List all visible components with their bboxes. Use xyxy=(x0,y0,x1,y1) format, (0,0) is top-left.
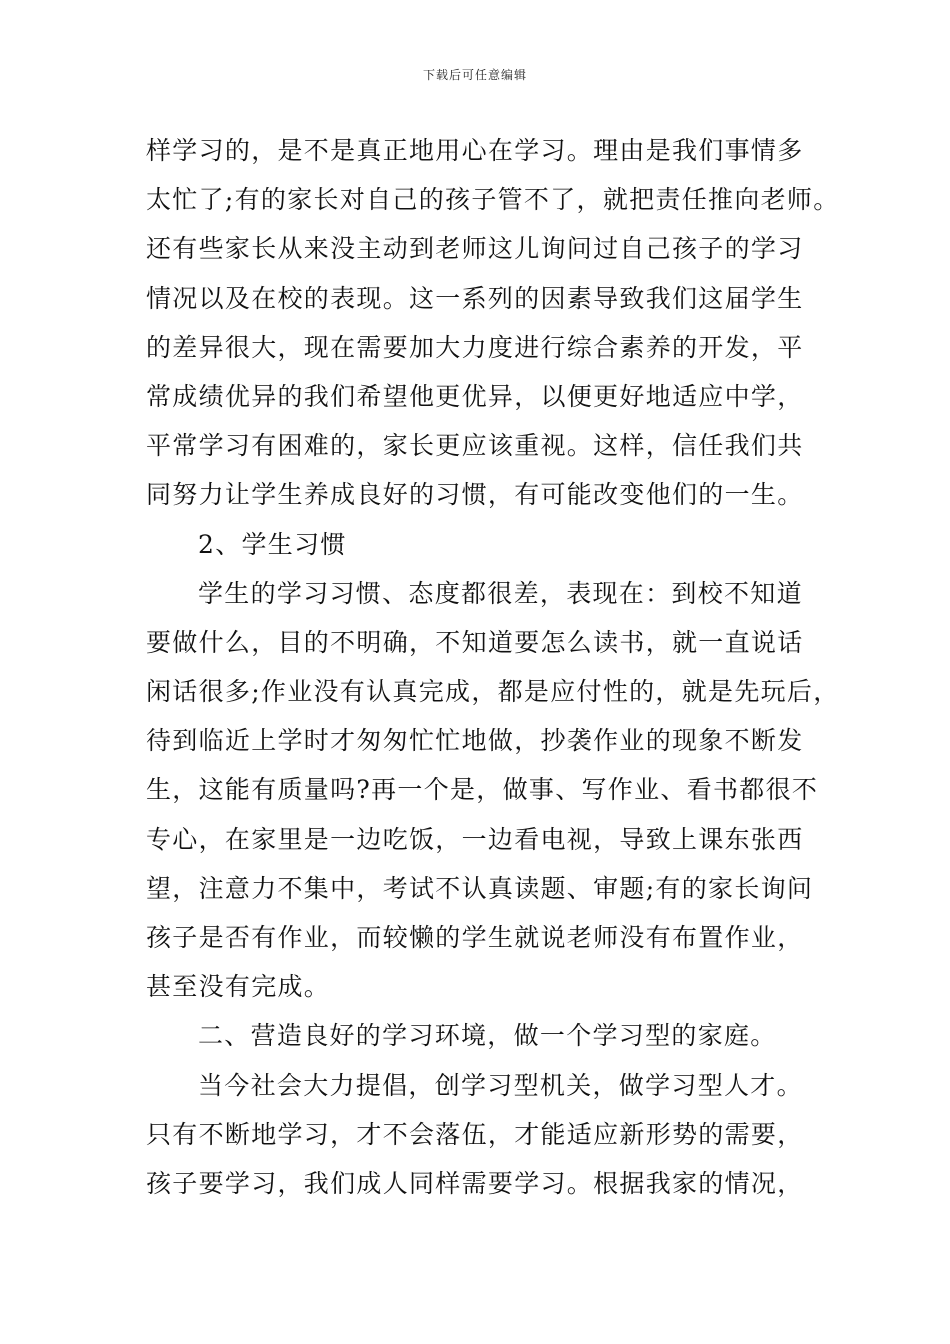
text-line: 平常学习有困难的，家长更应该重视。这样，信任我们共 xyxy=(146,431,804,461)
text-line: 望，注意力不集中，考试不认真读题、审题;有的家长询问 xyxy=(146,873,814,903)
text-line: 待到临近上学时才匆匆忙忙地做，抄袭作业的现象不断发 xyxy=(146,726,804,756)
text-line: 只有不断地学习，才不会落伍，才能适应新形势的需要， xyxy=(146,1119,804,1149)
text-line: 常成绩优异的我们希望他更优异，以便更好地适应中学， xyxy=(146,381,804,411)
text-line: 学生的学习习惯、态度都很差，表现在：到校不知道 xyxy=(198,578,803,608)
text-line: 专心，在家里是一边吃饭，一边看电视，导致上课东张西 xyxy=(146,824,804,854)
page-header-note: 下载后可任意编辑 xyxy=(422,68,527,82)
text-line: 当今社会大力提倡，创学习型机关，做学习型人才。 xyxy=(198,1070,803,1100)
text-line: 2、学生习惯 xyxy=(198,529,347,559)
text-line: 要做什么，目的不明确，不知道要怎么读书，就一直说话 xyxy=(146,627,804,657)
text-line: 的差异很大，现在需要加大力度进行综合素养的开发，平 xyxy=(146,332,804,362)
text-line: 还有些家长从来没主动到老师这儿询问过自己孩子的学习 xyxy=(146,234,804,264)
text-line: 孩子是否有作业，而较懒的学生就说老师没有布置作业， xyxy=(146,923,804,952)
text-line: 孩子要学习，我们成人同样需要学习。根据我家的情况， xyxy=(146,1168,804,1198)
text-line: 样学习的，是不是真正地用心在学习。理由是我们事情多 xyxy=(146,136,804,165)
document-body xyxy=(146,126,840,1208)
text-line: 二、营造良好的学习环境，做一个学习型的家庭。 xyxy=(198,1021,777,1051)
text-line: 闲话很多;作业没有认真完成，都是应付性的，就是先玩后， xyxy=(146,677,840,707)
text-line: 情况以及在校的表现。这一系列的因素导致我们这届学生 xyxy=(146,283,804,313)
text-line: 生，这能有质量吗?再一个是，做事、写作业、看书都很不 xyxy=(146,775,819,805)
text-line: 甚至没有完成。 xyxy=(146,972,331,1002)
text-line: 太忙了;有的家长对自己的孩子管不了，就把责任推向老师。 xyxy=(146,185,840,215)
text-line: 同努力让学生养成良好的习惯，有可能改变他们的一生。 xyxy=(146,480,804,510)
